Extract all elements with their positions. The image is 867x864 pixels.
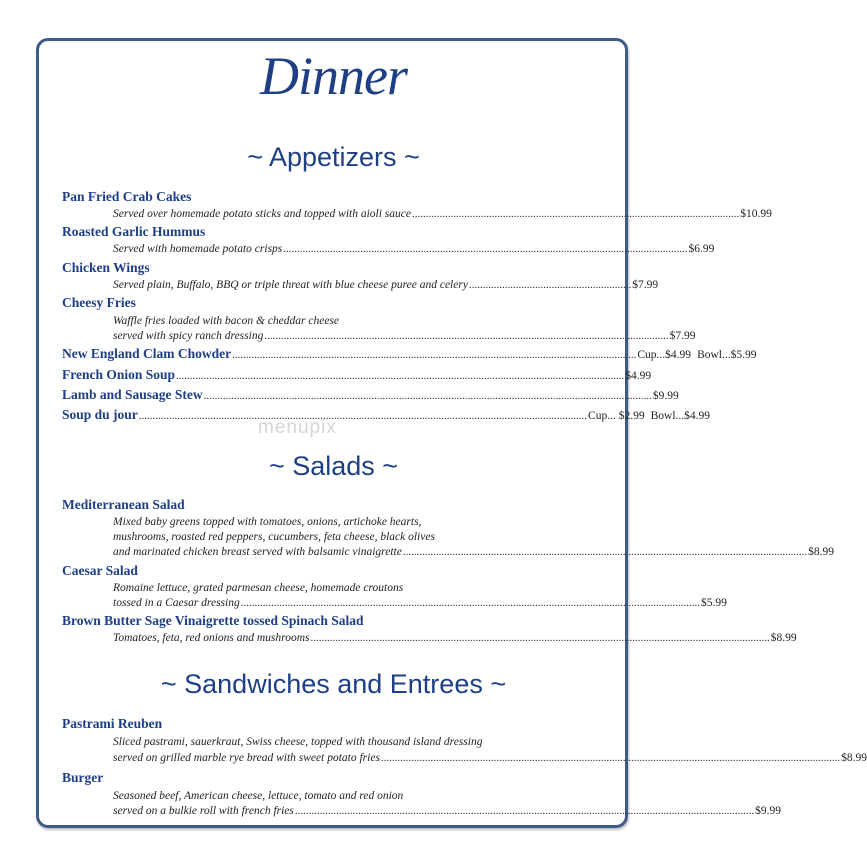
item-desc: served on grilled marble rye bread with sweet potato fries — [113, 752, 380, 764]
dot-leader: ................................................................................................................................................... — [402, 546, 808, 558]
item-name-cheesy-fries: Cheesy Fries — [62, 295, 136, 310]
dot-leader: ................................................................................................................................................... — [264, 330, 669, 342]
section-heading-sandwiches: ~ Sandwiches and Entrees ~ — [160, 669, 507, 699]
item-price: $7.99 — [669, 330, 696, 342]
item-desc: Seasoned beef, American cheese, lettuce, tomato and red onion — [113, 790, 404, 802]
item-line-pastrami-reuben — [113, 751, 867, 765]
dot-leader: ................................................................................................................................................... — [283, 243, 688, 255]
item-desc: served with spicy ranch dressing — [113, 330, 264, 342]
item-price-bowl: Bowl...$5.99 — [697, 349, 757, 361]
watermark: menupix — [258, 417, 337, 438]
item-price-cup: Cup... $2.99 — [588, 410, 645, 422]
item-price: $10.99 — [740, 208, 772, 220]
item-line-hummus — [113, 242, 715, 256]
item-name-lamb-stew: Lamb and Sausage Stew — [62, 387, 203, 402]
item-line-lamb-stew — [62, 387, 679, 404]
item-price: $8.99 — [808, 546, 834, 558]
item-desc: Served plain, Buffalo, BBQ or triple threat with blue cheese puree and celery — [113, 279, 468, 291]
item-name-wings: Chicken Wings — [62, 260, 150, 275]
item-price: $8.99 — [841, 752, 867, 764]
item-price-bowl: Bowl...$4.99 — [650, 410, 711, 422]
item-desc: Waffle fries loaded with bacon & cheddar cheese — [113, 315, 340, 327]
section-heading-appetizers: ~ Appetizers ~ — [247, 142, 420, 172]
item-line-cheesy-fries — [113, 329, 696, 343]
item-price: $8.99 — [770, 632, 797, 644]
item-name-hummus: Roasted Garlic Hummus — [62, 224, 206, 239]
item-desc: mushrooms, roasted red peppers, cucumbers, feta cheese, black olives — [113, 531, 435, 543]
item-line-burger — [113, 804, 782, 818]
item-desc: and marinated chicken breast served with balsamic vinaigrette — [113, 546, 402, 558]
dot-leader: ....................................................................................................................... — [411, 208, 740, 220]
item-line-wings — [113, 278, 659, 292]
item-line-clam-chowder — [62, 346, 757, 363]
item-line-caesar-salad — [113, 596, 727, 610]
item-price: $9.99 — [652, 390, 679, 402]
item-price: $4.99 — [625, 370, 652, 382]
item-desc: Sliced pastrami, sauerkraut, Swiss cheese, topped with thousand island dressing — [113, 736, 483, 748]
dot-leader: ....................................................................................................................................................................... — [310, 632, 770, 644]
dot-leader: ....................................................................................................................................................................... — [380, 752, 841, 764]
item-price: $5.99 — [700, 597, 727, 609]
dot-leader: ....................................................................................................................................................................... — [294, 805, 755, 817]
item-name-spinach-salad: Brown Butter Sage Vinaigrette tossed Spinach Salad — [62, 613, 364, 628]
dot-leader: ................................................................................................................................................................... — [138, 410, 588, 422]
item-name-crab-cakes: Pan Fried Crab Cakes — [62, 189, 192, 204]
item-line-mediterranean-salad — [113, 545, 834, 559]
item-name-clam-chowder: New England Clam Chowder — [62, 346, 232, 361]
item-line-spinach-salad — [113, 631, 797, 645]
item-desc: served on a bulkie roll with french fries — [113, 805, 294, 817]
item-price: $6.99 — [688, 243, 715, 255]
item-price: $9.99 — [755, 805, 782, 817]
item-name-caesar-salad: Caesar Salad — [62, 563, 138, 578]
item-price: $7.99 — [632, 279, 659, 291]
item-desc: Served over homemade potato sticks and topped with aioli sauce — [113, 208, 411, 220]
item-desc: Romaine lettuce, grated parmesan cheese, homemade croutons — [113, 582, 404, 594]
item-desc: tossed in a Caesar dressing — [113, 597, 240, 609]
item-line-french-onion — [62, 367, 652, 384]
item-desc: Tomatoes, feta, red onions and mushrooms — [113, 632, 310, 644]
item-name-burger: Burger — [62, 770, 104, 785]
dot-leader: ........................................................... — [468, 279, 632, 291]
item-desc: Mixed baby greens topped with tomatoes, onions, artichoke hearts, — [113, 516, 422, 528]
item-name-mediterranean-salad: Mediterranean Salad — [62, 497, 185, 512]
item-desc: Served with homemade potato crisps — [113, 243, 283, 255]
item-name-french-onion: French Onion Soup — [62, 367, 176, 382]
item-name-soup-du-jour: Soup du jour — [62, 407, 138, 422]
item-price-cup: Cup...$4.99 — [637, 349, 692, 361]
item-line-crab-cakes — [113, 207, 772, 221]
section-heading-salads: ~ Salads ~ — [268, 451, 399, 481]
dot-leader: ................................................................................................................................................................... — [203, 390, 652, 402]
dot-leader: ................................................................................................................................................................... — [176, 370, 625, 382]
dot-leader: ................................................................................................................................................... — [232, 349, 637, 361]
item-name-pastrami-reuben: Pastrami Reuben — [62, 716, 163, 731]
dot-leader: ....................................................................................................................................................................... — [240, 597, 700, 609]
menu-title: Dinner — [260, 46, 407, 106]
